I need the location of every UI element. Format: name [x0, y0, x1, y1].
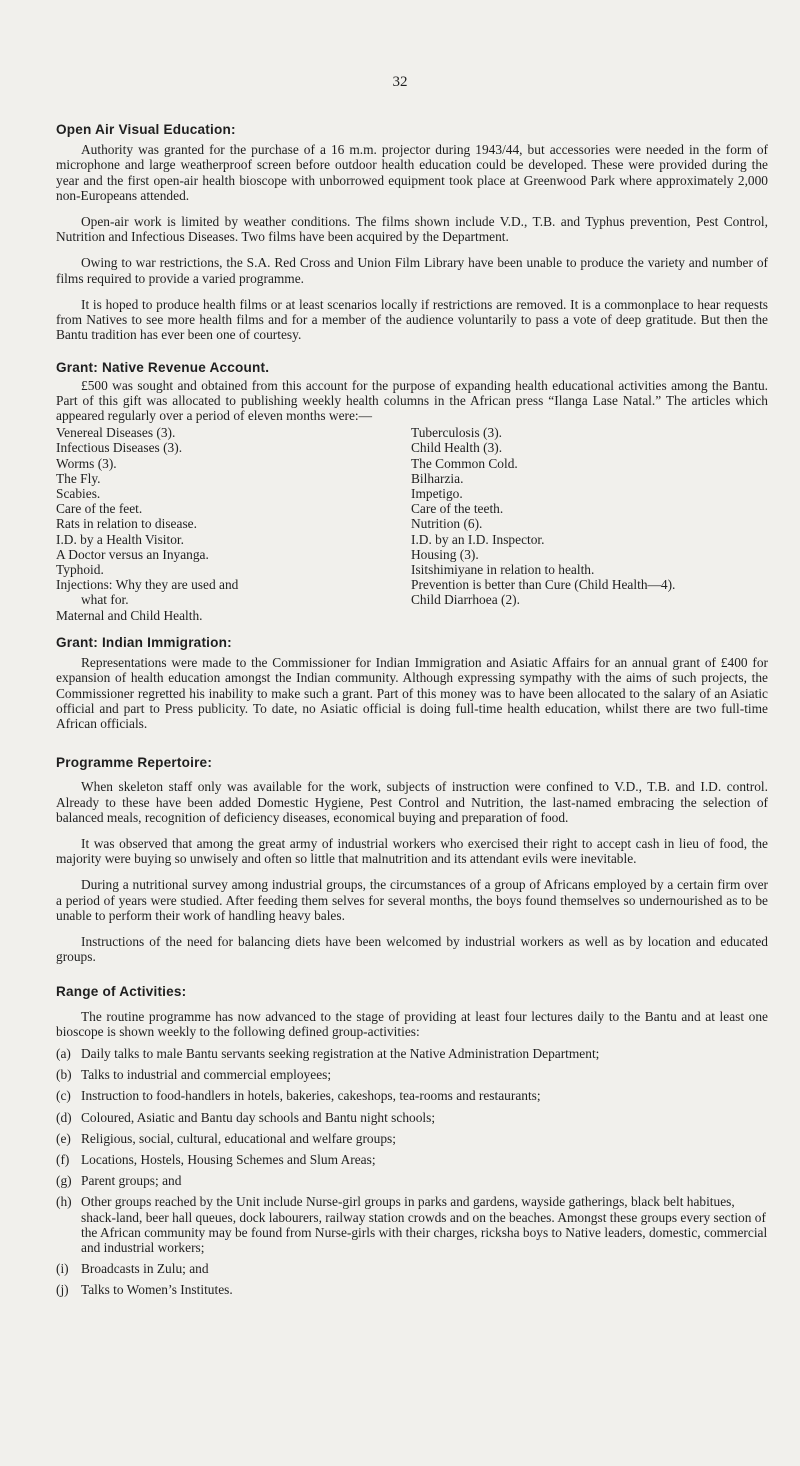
paragraph: It was observed that among the great army of industrial workers who exercised their right to accept cash in lieu of food, the majority were buying so unwisely and often so little that malnutrition and its attendant evils were inevitable. — [56, 835, 768, 867]
list-label: (b) — [56, 1067, 72, 1083]
page-content — [56, 122, 768, 1316]
list-item — [56, 1046, 768, 1061]
section-heading: Grant: Native Revenue Account. — [56, 360, 270, 376]
article-item: Venereal Diseases (3). — [56, 425, 176, 441]
article-item: Impetigo. — [411, 486, 463, 502]
section-native-revenue — [56, 360, 768, 622]
section-range-of-activities — [56, 984, 768, 1297]
article-item: Care of the teeth. — [411, 501, 504, 517]
paragraph: Representations were made to the Commissioner for Indian Immigration and Asiatic Affairs for an annual grant of £400 for expansion of health education amongst the Indian community. Although expressing sympathy with the aims of such projects, the Commissioner regretted his inability to make such a grant. Part of this money was to have been allocated to the salary of an Asiatic official and part to Press publicity. To date, no Asiatic official is doing full-time health education, whilst there are two full-time African officials. — [56, 655, 768, 731]
paragraph: £500 was sought and obtained from this account for the purpose of expanding health educational activities among the Bantu. Part of this gift was allocated to publishing weekly health columns in the African press “Ilanga Lase Natal.” The articles which appeared regularly over a period of eleven months were:— — [56, 377, 768, 424]
list-item — [56, 1088, 768, 1103]
article-item: The Common Cold. — [411, 455, 518, 471]
article-item: Scabies. — [56, 486, 101, 502]
section-heading: Range of Activities: — [56, 984, 187, 1000]
article-item: Infectious Diseases (3). — [56, 440, 183, 456]
section-programme-repertoire — [56, 755, 768, 964]
list-text: Talks to industrial and commercial employees; — [81, 1067, 332, 1083]
article-item: Care of the feet. — [56, 501, 143, 517]
list-item — [56, 1282, 768, 1297]
list-item — [56, 1261, 768, 1276]
article-item: what for. — [81, 592, 129, 608]
section-heading: Open Air Visual Education: — [56, 122, 236, 137]
paragraph: During a nutritional survey among industrial groups, the circumstances of a group of Africans employed by a certain firm over a period of years were studied. After feeding them selves for several months, the boys found themselves so undernourished as to be unable to perform their work of handling heavy bales. — [56, 877, 768, 923]
list-item — [56, 1173, 768, 1188]
list-label: (f) — [56, 1151, 70, 1167]
article-item: Child Health (3). — [411, 440, 503, 456]
article-list-right — [411, 425, 768, 623]
list-item — [56, 1131, 768, 1146]
article-item: Child Diarrhoea (2). — [411, 592, 520, 608]
article-item: Tuberculosis (3). — [411, 425, 503, 441]
list-text: Parent groups; and — [81, 1173, 182, 1189]
list-text: Coloured, Asiatic and Bantu day schools and Bantu night schools; — [81, 1109, 436, 1125]
article-item: Bilharzia. — [411, 470, 464, 486]
list-item — [56, 1067, 768, 1082]
activity-list — [56, 1046, 768, 1298]
article-item: Isitshimiyane in relation to health. — [411, 562, 595, 578]
article-item: Typhoid. — [56, 562, 104, 578]
article-item: Maternal and Child Health. — [56, 607, 203, 623]
article-item: The Fly. — [56, 470, 101, 486]
paragraph: When skeleton staff only was available for the work, subjects of instruction were confined to V.D., T.B. and I.D. control. Already to these have been added Domestic Hygiene, Pest Control and Nutrition, the last-named embracing the selection of balanced meals, recognition of deficiency diseases, economical buying and preparation of food. — [56, 779, 768, 825]
list-item — [56, 1110, 768, 1125]
list-label: (h) — [56, 1194, 72, 1210]
article-item: I.D. by an I.D. Inspector. — [411, 531, 545, 547]
paragraph: The routine programme has now advanced to the stage of providing at least four lectures daily to the Bantu and at least one bioscope is shown weekly to the following defined group-activities: — [56, 1008, 768, 1039]
article-item: A Doctor versus an Inyanga. — [56, 546, 209, 562]
article-item: I.D. by a Health Visitor. — [56, 531, 185, 547]
list-item — [56, 1194, 768, 1255]
list-text: Instruction to food-handlers in hotels, bakeries, cakeshops, tea-rooms and restaurants; — [81, 1088, 541, 1104]
list-item — [56, 1152, 768, 1167]
article-item: Injections: Why they are used and — [56, 577, 239, 593]
list-label: (c) — [56, 1088, 71, 1104]
paragraph: It is hoped to produce health films or at least scenarios locally if restrictions are removed. It is a commonplace to hear requests from Natives to see more health films and for a member of the audience voluntarily to pass a vote of deep gratitude. But then the Bantu tradition has ever been one of courtesy. — [56, 296, 768, 343]
article-item: Nutrition (6). — [411, 516, 483, 532]
article-list-left — [56, 425, 413, 623]
article-item: Prevention is better than Cure (Child Health—4). — [411, 577, 676, 593]
paragraph: Owing to war restrictions, the S.A. Red Cross and Union Film Library have been unable to produce the variety and number of films required to provide a varied programme. — [56, 255, 768, 286]
list-text: Locations, Hostels, Housing Schemes and Slum Areas; — [81, 1151, 376, 1167]
list-text: Daily talks to male Bantu servants seeking registration at the Native Administration Department; — [81, 1045, 600, 1061]
article-item: Rats in relation to disease. — [56, 516, 197, 532]
section-open-air — [56, 122, 768, 342]
article-list — [56, 425, 768, 623]
list-text: Religious, social, cultural, educational and welfare groups; — [81, 1130, 396, 1146]
article-item: Worms (3). — [56, 455, 117, 471]
list-label: (e) — [56, 1130, 71, 1146]
list-label: (j) — [56, 1282, 69, 1298]
list-label: (g) — [56, 1173, 72, 1189]
paragraph: Authority was granted for the purchase of a 16 m.m. projector during 1943/44, but accessories were needed in the form of microphone and large weatherproof screen before outdoor health education could be developed. These were provided during the year and the first open-air health bioscope with unborrowed equipment took place at Greenwood Park where approximately 2,000 non-Europeans attended. — [56, 142, 768, 203]
list-text: Other groups reached by the Unit include Nurse-girl groups in parks and gardens, wayside gatherings, black belt habitues, shack-land, beer hall queues, dock labourers, railway station crowds and on the beaches. Amongst these groups every section of the African community may be found from Nurse-girls with their charges, ricksha boys to Native leaders, domestic, commercial and industrial workers; — [81, 1194, 768, 1255]
list-label: (a) — [56, 1045, 71, 1061]
list-label: (d) — [56, 1109, 72, 1125]
list-label: (i) — [56, 1261, 69, 1277]
list-text: Talks to Women’s Institutes. — [81, 1282, 233, 1298]
list-text: Broadcasts in Zulu; and — [81, 1261, 209, 1277]
page-number: 32 — [392, 74, 408, 90]
paragraph: Open-air work is limited by weather conditions. The films shown include V.D., T.B. and Typhus prevention, Pest Control, Nutrition and Infectious Diseases. Two films have been acquired by the Department. — [56, 214, 768, 245]
article-item: Housing (3). — [411, 546, 479, 562]
section-heading: Grant: Indian Immigration: — [56, 634, 232, 650]
paragraph: Instructions of the need for balancing diets have been welcomed by industrial workers as well as by location and educated groups. — [56, 933, 768, 965]
section-heading: Programme Repertoire: — [56, 755, 213, 771]
section-indian-immigration — [56, 635, 768, 731]
